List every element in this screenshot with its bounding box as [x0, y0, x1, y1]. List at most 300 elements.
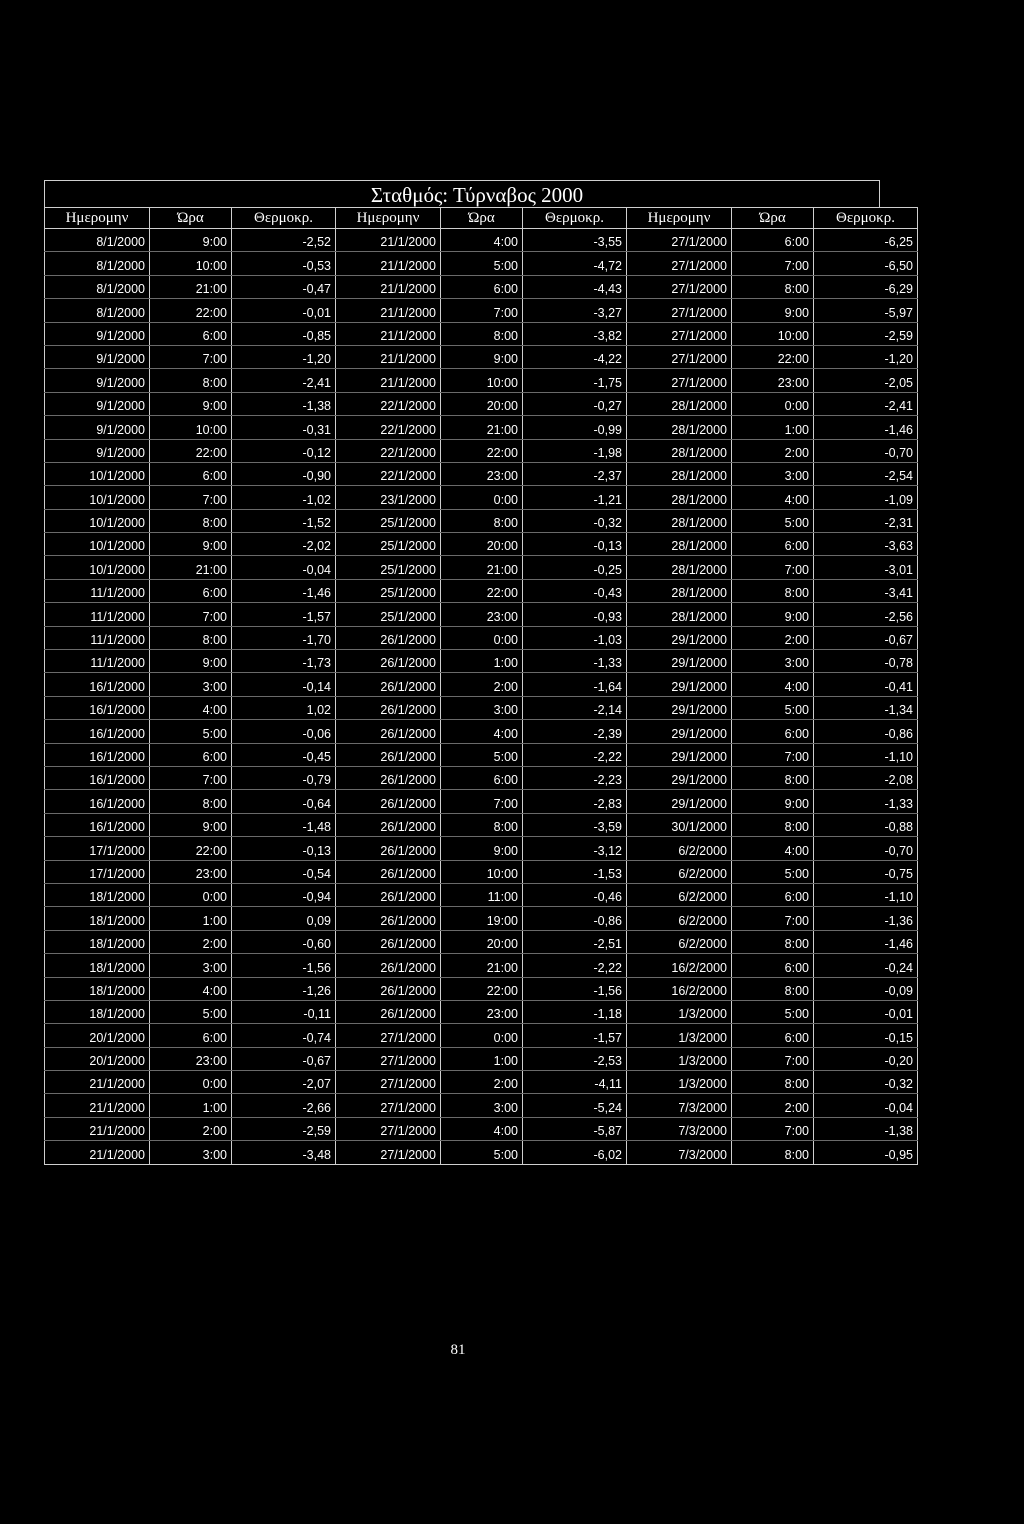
temperature-cell: -0,45 — [232, 743, 336, 766]
date-cell: 29/1/2000 — [627, 790, 732, 813]
column-header: Θερμοκρ. — [814, 208, 918, 229]
time-cell: 21:00 — [441, 556, 523, 579]
time-cell: 6:00 — [150, 743, 232, 766]
temperature-cell: -0,13 — [232, 837, 336, 860]
date-cell: 28/1/2000 — [627, 462, 732, 485]
table-row — [45, 930, 918, 953]
date-cell: 28/1/2000 — [627, 579, 732, 602]
temperature-cell: -0,13 — [523, 533, 627, 556]
date-cell: 11/1/2000 — [45, 603, 150, 626]
date-cell: 1/3/2000 — [627, 1024, 732, 1047]
temperature-cell: -0,47 — [232, 275, 336, 298]
time-cell: 7:00 — [732, 743, 814, 766]
temperature-cell: -1,10 — [814, 743, 918, 766]
time-cell: 3:00 — [150, 673, 232, 696]
time-cell: 7:00 — [441, 299, 523, 322]
table-row — [45, 743, 918, 766]
temperature-cell: -1,26 — [232, 977, 336, 1000]
date-cell: 7/3/2000 — [627, 1117, 732, 1140]
temperature-cell: -1,53 — [523, 860, 627, 883]
date-cell: 29/1/2000 — [627, 743, 732, 766]
temperature-cell: -1,10 — [814, 883, 918, 906]
temperature-cell: -1,34 — [814, 696, 918, 719]
temperature-cell: -0,93 — [523, 603, 627, 626]
temperature-cell: -1,48 — [232, 813, 336, 836]
time-cell: 8:00 — [150, 509, 232, 532]
table-row — [45, 673, 918, 696]
time-cell: 8:00 — [150, 790, 232, 813]
date-cell: 11/1/2000 — [45, 626, 150, 649]
date-cell: 26/1/2000 — [336, 907, 441, 930]
time-cell: 1:00 — [732, 416, 814, 439]
table-row — [45, 252, 918, 275]
date-cell: 21/1/2000 — [336, 229, 441, 252]
time-cell: 0:00 — [150, 883, 232, 906]
temperature-cell: -2,41 — [232, 369, 336, 392]
date-cell: 16/2/2000 — [627, 977, 732, 1000]
date-cell: 26/1/2000 — [336, 790, 441, 813]
temperature-cell: -0,90 — [232, 462, 336, 485]
time-cell: 0:00 — [732, 392, 814, 415]
temperature-cell: -1,20 — [232, 345, 336, 368]
time-cell: 5:00 — [732, 509, 814, 532]
time-cell: 2:00 — [150, 1117, 232, 1140]
table-row — [45, 322, 918, 345]
date-cell: 30/1/2000 — [627, 813, 732, 836]
table-row — [45, 369, 918, 392]
temperature-cell: -2,59 — [814, 322, 918, 345]
temperature-cell: -0,95 — [814, 1141, 918, 1164]
time-cell: 7:00 — [732, 907, 814, 930]
table-row — [45, 1141, 918, 1164]
time-cell: 23:00 — [150, 860, 232, 883]
table-row — [45, 299, 918, 322]
time-cell: 6:00 — [441, 275, 523, 298]
date-cell: 28/1/2000 — [627, 486, 732, 509]
date-cell: 28/1/2000 — [627, 416, 732, 439]
date-cell: 26/1/2000 — [336, 860, 441, 883]
date-cell: 21/1/2000 — [336, 299, 441, 322]
temperature-cell: -1,09 — [814, 486, 918, 509]
table-row — [45, 766, 918, 789]
date-cell: 26/1/2000 — [336, 813, 441, 836]
column-header: Ώρα — [150, 208, 232, 229]
date-cell: 8/1/2000 — [45, 229, 150, 252]
temperature-cell: -2,54 — [814, 462, 918, 485]
table-row — [45, 1024, 918, 1047]
table-row — [45, 439, 918, 462]
temperature-cell: -2,02 — [232, 533, 336, 556]
time-cell: 23:00 — [441, 1000, 523, 1023]
temperature-cell: -3,55 — [523, 229, 627, 252]
time-cell: 9:00 — [441, 837, 523, 860]
date-cell: 20/1/2000 — [45, 1024, 150, 1047]
date-cell: 27/1/2000 — [336, 1141, 441, 1164]
temperature-cell: -1,75 — [523, 369, 627, 392]
time-cell: 6:00 — [150, 1024, 232, 1047]
time-cell: 2:00 — [732, 1094, 814, 1117]
temperature-cell: -0,46 — [523, 883, 627, 906]
table-row — [45, 790, 918, 813]
temperature-cell: -1,52 — [232, 509, 336, 532]
temperature-cell: -3,82 — [523, 322, 627, 345]
time-cell: 9:00 — [441, 345, 523, 368]
temperature-cell: -2,83 — [523, 790, 627, 813]
temperature-cell: -2,23 — [523, 766, 627, 789]
temperature-cell: -2,14 — [523, 696, 627, 719]
date-cell: 9/1/2000 — [45, 369, 150, 392]
date-cell: 21/1/2000 — [336, 252, 441, 275]
temperature-cell: -4,72 — [523, 252, 627, 275]
date-cell: 18/1/2000 — [45, 930, 150, 953]
date-cell: 21/1/2000 — [336, 275, 441, 298]
temperature-cell: -0,53 — [232, 252, 336, 275]
time-cell: 9:00 — [732, 299, 814, 322]
date-cell: 7/3/2000 — [627, 1094, 732, 1117]
table-row — [45, 579, 918, 602]
date-cell: 9/1/2000 — [45, 392, 150, 415]
date-cell: 8/1/2000 — [45, 275, 150, 298]
date-cell: 10/1/2000 — [45, 533, 150, 556]
temperature-cell: -1,56 — [232, 954, 336, 977]
time-cell: 22:00 — [150, 439, 232, 462]
temperature-cell: -0,85 — [232, 322, 336, 345]
date-cell: 25/1/2000 — [336, 556, 441, 579]
time-cell: 8:00 — [732, 930, 814, 953]
temperature-cell: -0,86 — [523, 907, 627, 930]
date-cell: 9/1/2000 — [45, 322, 150, 345]
time-cell: 4:00 — [441, 229, 523, 252]
date-cell: 8/1/2000 — [45, 252, 150, 275]
temperature-cell: -3,41 — [814, 579, 918, 602]
date-cell: 23/1/2000 — [336, 486, 441, 509]
date-cell: 8/1/2000 — [45, 299, 150, 322]
date-cell: 1/3/2000 — [627, 1000, 732, 1023]
table-row — [45, 1000, 918, 1023]
table-row — [45, 229, 918, 252]
time-cell: 8:00 — [441, 322, 523, 345]
temperature-cell: -0,12 — [232, 439, 336, 462]
date-cell: 28/1/2000 — [627, 439, 732, 462]
date-cell: 10/1/2000 — [45, 509, 150, 532]
temperature-cell: -2,39 — [523, 720, 627, 743]
date-cell: 22/1/2000 — [336, 392, 441, 415]
date-cell: 7/3/2000 — [627, 1141, 732, 1164]
time-cell: 22:00 — [441, 977, 523, 1000]
date-cell: 21/1/2000 — [336, 322, 441, 345]
time-cell: 8:00 — [732, 1071, 814, 1094]
temperature-cell: 0,09 — [232, 907, 336, 930]
time-cell: 7:00 — [150, 603, 232, 626]
temperature-cell: -3,27 — [523, 299, 627, 322]
temperature-cell: -0,67 — [814, 626, 918, 649]
date-cell: 16/1/2000 — [45, 673, 150, 696]
temperature-table — [44, 207, 918, 1165]
time-cell: 4:00 — [441, 1117, 523, 1140]
temperature-cell: -1,46 — [814, 930, 918, 953]
date-cell: 16/1/2000 — [45, 766, 150, 789]
temperature-cell: -0,32 — [814, 1071, 918, 1094]
time-cell: 5:00 — [732, 1000, 814, 1023]
date-cell: 25/1/2000 — [336, 533, 441, 556]
date-cell: 27/1/2000 — [336, 1094, 441, 1117]
temperature-cell: -0,31 — [232, 416, 336, 439]
time-cell: 23:00 — [150, 1047, 232, 1070]
time-cell: 10:00 — [150, 416, 232, 439]
temperature-cell: -5,87 — [523, 1117, 627, 1140]
date-cell: 25/1/2000 — [336, 603, 441, 626]
time-cell: 6:00 — [732, 954, 814, 977]
date-cell: 27/1/2000 — [627, 369, 732, 392]
time-cell: 10:00 — [441, 369, 523, 392]
time-cell: 11:00 — [441, 883, 523, 906]
temperature-cell: -1,33 — [814, 790, 918, 813]
table-row — [45, 650, 918, 673]
temperature-cell: -0,64 — [232, 790, 336, 813]
date-cell: 25/1/2000 — [336, 579, 441, 602]
time-cell: 21:00 — [150, 556, 232, 579]
temperature-cell: -1,38 — [232, 392, 336, 415]
table-row — [45, 462, 918, 485]
temperature-cell: -0,27 — [523, 392, 627, 415]
temperature-cell: -0,60 — [232, 930, 336, 953]
time-cell: 7:00 — [150, 345, 232, 368]
temperature-cell: -1,21 — [523, 486, 627, 509]
temperature-cell: -6,50 — [814, 252, 918, 275]
date-cell: 29/1/2000 — [627, 626, 732, 649]
temperature-cell: -0,79 — [232, 766, 336, 789]
temperature-cell: -2,56 — [814, 603, 918, 626]
time-cell: 1:00 — [150, 907, 232, 930]
temperature-cell: -0,24 — [814, 954, 918, 977]
temperature-cell: -2,66 — [232, 1094, 336, 1117]
time-cell: 5:00 — [441, 743, 523, 766]
date-cell: 22/1/2000 — [336, 439, 441, 462]
time-cell: 6:00 — [441, 766, 523, 789]
date-cell: 11/1/2000 — [45, 579, 150, 602]
date-cell: 21/1/2000 — [45, 1094, 150, 1117]
date-cell: 17/1/2000 — [45, 860, 150, 883]
temperature-cell: -4,11 — [523, 1071, 627, 1094]
date-cell: 18/1/2000 — [45, 954, 150, 977]
temperature-cell: -1,57 — [523, 1024, 627, 1047]
date-cell: 6/2/2000 — [627, 860, 732, 883]
page-number: 81 — [450, 1342, 466, 1358]
date-cell: 26/1/2000 — [336, 766, 441, 789]
temperature-cell: -1,56 — [523, 977, 627, 1000]
date-cell: 9/1/2000 — [45, 416, 150, 439]
temperature-cell: -2,51 — [523, 930, 627, 953]
date-cell: 28/1/2000 — [627, 556, 732, 579]
time-cell: 6:00 — [732, 883, 814, 906]
time-cell: 1:00 — [441, 1047, 523, 1070]
time-cell: 9:00 — [150, 650, 232, 673]
temperature-cell: -6,25 — [814, 229, 918, 252]
time-cell: 6:00 — [732, 1024, 814, 1047]
temperature-cell: -5,24 — [523, 1094, 627, 1117]
temperature-cell: -1,73 — [232, 650, 336, 673]
temperature-cell: -4,43 — [523, 275, 627, 298]
time-cell: 6:00 — [732, 229, 814, 252]
temperature-cell: -0,43 — [523, 579, 627, 602]
date-cell: 22/1/2000 — [336, 416, 441, 439]
column-header: Ημερομην — [336, 208, 441, 229]
table-row — [45, 392, 918, 415]
date-cell: 27/1/2000 — [336, 1117, 441, 1140]
table-row — [45, 883, 918, 906]
temperature-cell: -2,08 — [814, 766, 918, 789]
time-cell: 22:00 — [441, 439, 523, 462]
temperature-cell: -0,04 — [232, 556, 336, 579]
date-cell: 26/1/2000 — [336, 1000, 441, 1023]
table-row — [45, 837, 918, 860]
date-cell: 27/1/2000 — [627, 345, 732, 368]
date-cell: 29/1/2000 — [627, 766, 732, 789]
time-cell: 21:00 — [150, 275, 232, 298]
table-row — [45, 275, 918, 298]
date-cell: 28/1/2000 — [627, 392, 732, 415]
time-cell: 4:00 — [150, 696, 232, 719]
time-cell: 8:00 — [732, 813, 814, 836]
column-header: Ώρα — [441, 208, 523, 229]
time-cell: 8:00 — [732, 1141, 814, 1164]
time-cell: 9:00 — [732, 790, 814, 813]
date-cell: 18/1/2000 — [45, 907, 150, 930]
date-cell: 26/1/2000 — [336, 743, 441, 766]
time-cell: 23:00 — [441, 603, 523, 626]
temperature-cell: -0,88 — [814, 813, 918, 836]
date-cell: 29/1/2000 — [627, 696, 732, 719]
temperature-cell: -1,46 — [232, 579, 336, 602]
date-cell: 26/1/2000 — [336, 883, 441, 906]
time-cell: 10:00 — [732, 322, 814, 345]
time-cell: 8:00 — [150, 369, 232, 392]
time-cell: 9:00 — [150, 533, 232, 556]
time-cell: 7:00 — [150, 766, 232, 789]
temperature-cell: -0,54 — [232, 860, 336, 883]
time-cell: 4:00 — [150, 977, 232, 1000]
date-cell: 17/1/2000 — [45, 837, 150, 860]
time-cell: 8:00 — [441, 509, 523, 532]
time-cell: 7:00 — [732, 1117, 814, 1140]
table-row — [45, 486, 918, 509]
date-cell: 21/1/2000 — [45, 1117, 150, 1140]
date-cell: 18/1/2000 — [45, 883, 150, 906]
date-cell: 9/1/2000 — [45, 345, 150, 368]
date-cell: 26/1/2000 — [336, 720, 441, 743]
time-cell: 2:00 — [441, 673, 523, 696]
date-cell: 18/1/2000 — [45, 977, 150, 1000]
table-row — [45, 1117, 918, 1140]
date-cell: 26/1/2000 — [336, 626, 441, 649]
time-cell: 9:00 — [150, 392, 232, 415]
time-cell: 5:00 — [150, 1000, 232, 1023]
temperature-cell: -2,31 — [814, 509, 918, 532]
temperature-cell: -0,32 — [523, 509, 627, 532]
time-cell: 6:00 — [150, 462, 232, 485]
time-cell: 0:00 — [441, 486, 523, 509]
temperature-cell: -0,74 — [232, 1024, 336, 1047]
temperature-cell: -0,41 — [814, 673, 918, 696]
date-cell: 1/3/2000 — [627, 1047, 732, 1070]
time-cell: 6:00 — [732, 720, 814, 743]
date-cell: 26/1/2000 — [336, 954, 441, 977]
date-cell: 26/1/2000 — [336, 673, 441, 696]
temperature-cell: -0,11 — [232, 1000, 336, 1023]
temperature-cell: -0,70 — [814, 837, 918, 860]
time-cell: 1:00 — [150, 1094, 232, 1117]
temperature-cell: -0,09 — [814, 977, 918, 1000]
column-header: Θερμοκρ. — [523, 208, 627, 229]
date-cell: 29/1/2000 — [627, 720, 732, 743]
temperature-cell: -2,41 — [814, 392, 918, 415]
temperature-cell: -6,02 — [523, 1141, 627, 1164]
temperature-cell: -0,06 — [232, 720, 336, 743]
temperature-cell: -1,38 — [814, 1117, 918, 1140]
table-body — [45, 229, 918, 1165]
temperature-cell: -2,05 — [814, 369, 918, 392]
time-cell: 8:00 — [732, 977, 814, 1000]
date-cell: 21/1/2000 — [45, 1071, 150, 1094]
time-cell: 8:00 — [150, 626, 232, 649]
time-cell: 23:00 — [732, 369, 814, 392]
header-row — [45, 208, 918, 229]
temperature-cell: -1,46 — [814, 416, 918, 439]
table-row — [45, 720, 918, 743]
column-header: Θερμοκρ. — [232, 208, 336, 229]
time-cell: 8:00 — [732, 766, 814, 789]
time-cell: 3:00 — [150, 954, 232, 977]
time-cell: 9:00 — [150, 229, 232, 252]
date-cell: 27/1/2000 — [627, 275, 732, 298]
temperature-cell: -2,59 — [232, 1117, 336, 1140]
time-cell: 9:00 — [150, 813, 232, 836]
time-cell: 7:00 — [150, 486, 232, 509]
temperature-cell: -0,75 — [814, 860, 918, 883]
temperature-cell: -1,57 — [232, 603, 336, 626]
temperature-cell: -5,97 — [814, 299, 918, 322]
temperature-sheet — [44, 180, 913, 1165]
temperature-cell: -0,01 — [232, 299, 336, 322]
temperature-cell: -2,22 — [523, 743, 627, 766]
date-cell: 27/1/2000 — [336, 1071, 441, 1094]
time-cell: 2:00 — [732, 439, 814, 462]
time-cell: 5:00 — [150, 720, 232, 743]
date-cell: 16/1/2000 — [45, 720, 150, 743]
temperature-cell: -1,98 — [523, 439, 627, 462]
temperature-cell: -0,99 — [523, 416, 627, 439]
temperature-cell: -1,70 — [232, 626, 336, 649]
time-cell: 21:00 — [441, 954, 523, 977]
station-title: Σταθμός: Τύρναβος 2000 — [370, 183, 584, 207]
time-cell: 7:00 — [732, 252, 814, 275]
temperature-cell: -6,29 — [814, 275, 918, 298]
temperature-cell: 1,02 — [232, 696, 336, 719]
date-cell: 6/2/2000 — [627, 883, 732, 906]
temperature-cell: -0,20 — [814, 1047, 918, 1070]
time-cell: 6:00 — [150, 579, 232, 602]
temperature-cell: -2,07 — [232, 1071, 336, 1094]
date-cell: 27/1/2000 — [627, 299, 732, 322]
date-cell: 26/1/2000 — [336, 696, 441, 719]
time-cell: 20:00 — [441, 533, 523, 556]
date-cell: 1/3/2000 — [627, 1071, 732, 1094]
time-cell: 23:00 — [441, 462, 523, 485]
table-row — [45, 977, 918, 1000]
temperature-cell: -0,25 — [523, 556, 627, 579]
date-cell: 16/1/2000 — [45, 743, 150, 766]
title-row — [44, 180, 880, 207]
